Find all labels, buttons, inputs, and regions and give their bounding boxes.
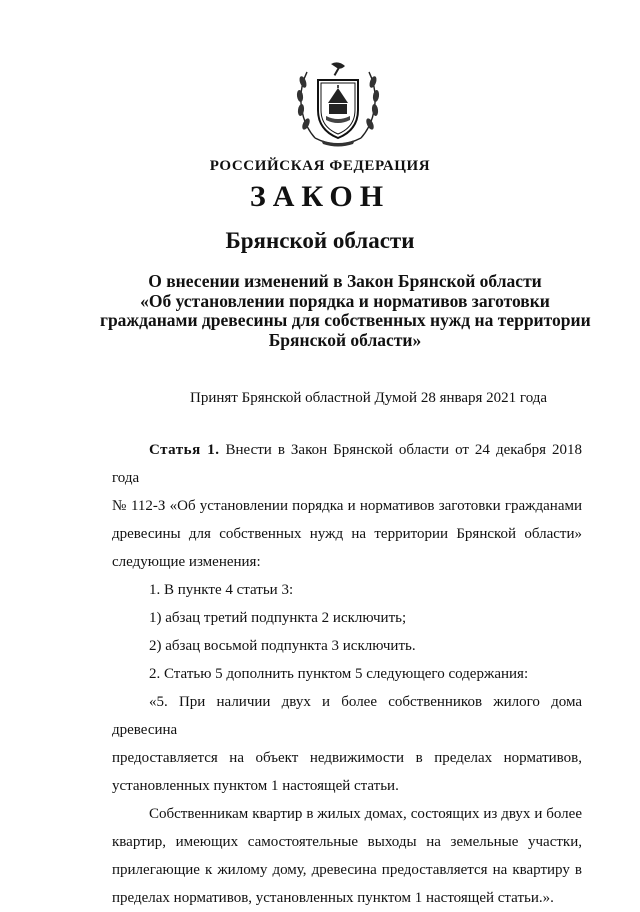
article-1-line: № 112-З «Об установлении порядка и нормативов заготовки гражданами <box>112 498 582 514</box>
paragraph-6-line: прилегающие к жилому дому, древесина предоставляется на квартиру в <box>112 862 582 878</box>
document-type-title: ЗАКОН <box>249 180 391 213</box>
paragraph-5-line: «5. При наличии двух и более собственников жилого дома древесина <box>112 694 582 738</box>
article-1-text: Внести в Закон Брянской области от 24 декабря 2018 года <box>112 442 583 486</box>
law-subject <box>100 272 590 350</box>
article-1-line <box>112 436 582 492</box>
law-body <box>112 436 582 912</box>
article-label: Статья 1. <box>149 442 220 458</box>
coat-of-arms-icon <box>293 58 383 150</box>
paragraph-5-line: предоставляется на объект недвижимости в пределах нормативов, <box>112 750 582 766</box>
subject-line: О внесении изменений в Закон Брянской области <box>148 271 542 291</box>
paragraph-6-line: пределах нормативов, установленных пунктом 1 настоящей статьи.». <box>112 890 554 906</box>
subject-line: Брянской области» <box>268 329 422 350</box>
subject-line: гражданами древесины для собственных нужд на территории <box>100 310 591 330</box>
adoption-note: Принят Брянской областной Думой 28 января 2021 года <box>190 390 548 406</box>
article-1-line: древесины для собственных нужд на территории Брянской области» <box>112 526 582 542</box>
subject-line: «Об установлении порядка и нормативов заготовки <box>140 290 550 311</box>
region-name: Брянской области <box>225 228 415 253</box>
paragraph-5-line: установленных пунктом 1 настоящей статьи. <box>112 778 399 794</box>
list-item: 1. В пункте 4 статьи 3: <box>149 582 294 598</box>
list-item: 1) абзац третий подпункта 2 исключить; <box>149 610 407 626</box>
country-name: РОССИЙСКАЯ ФЕДЕРАЦИЯ <box>209 158 431 174</box>
article-1-line: следующие изменения: <box>112 554 261 570</box>
list-item: 2) абзац восьмой подпункта 3 исключить. <box>149 638 416 654</box>
list-item: 2. Статью 5 дополнить пунктом 5 следующего содержания: <box>149 666 529 682</box>
paragraph-6-line: квартир, имеющих самостоятельные выходы на земельные участки, <box>112 834 582 850</box>
paragraph-6-line: Собственникам квартир в жилых домах, состоящих из двух и более <box>149 806 582 822</box>
